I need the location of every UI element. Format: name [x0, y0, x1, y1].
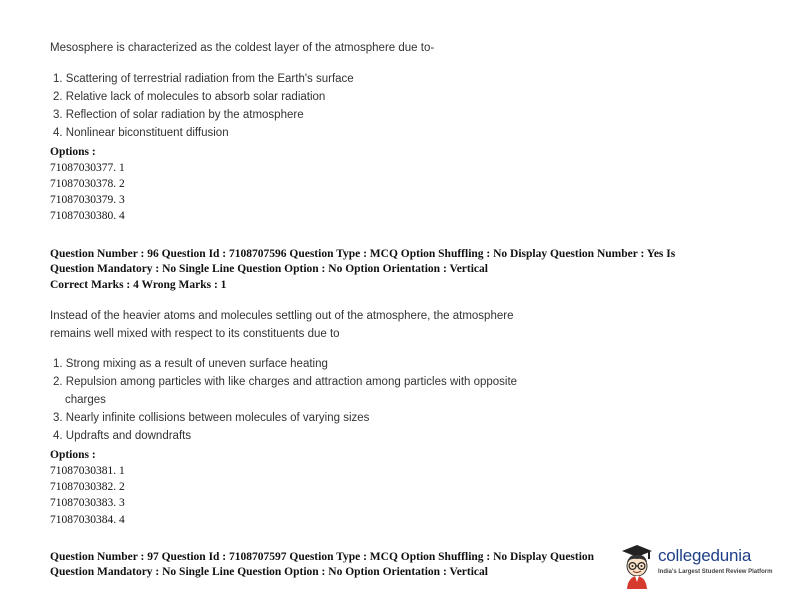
q96-option-4: 71087030384. 4	[50, 514, 125, 526]
q96-choice-4: 4. Updrafts and downdrafts	[53, 430, 192, 442]
q95-choice-3: 3. Reflection of solar radiation by the atmosphere	[53, 109, 304, 121]
q96-meta-line-1: Question Number : 96 Question Id : 7108707596 Question Type : MCQ Option Shuffling : No Display Question Number : Yes Is	[50, 248, 676, 260]
q97-meta-line-2: Question Mandatory : No Single Line Question Option : No Option Orientation : Vertical	[50, 566, 488, 578]
collegedunia-brand-name: collegedunia	[658, 546, 752, 565]
q96-stem-line-2: remains well mixed with respect to its constituents due to	[50, 328, 340, 340]
q96-option-2: 71087030382. 2	[50, 481, 125, 493]
q95-choice-4: 4. Nonlinear biconstituent diffusion	[53, 127, 229, 139]
q96-option-3: 71087030383. 3	[50, 497, 125, 509]
q95-option-1: 71087030377. 1	[50, 162, 125, 174]
collegedunia-tagline: India's Largest Student Review Platform	[658, 569, 773, 575]
q96-choice-3: 3. Nearly infinite collisions between molecules of varying sizes	[53, 412, 370, 424]
q95-options-label: Options :	[50, 146, 96, 158]
q95-option-4: 71087030380. 4	[50, 210, 125, 222]
q96-stem-line-1: Instead of the heavier atoms and molecules settling out of the atmosphere, the atmosphere	[50, 310, 514, 322]
q95-option-3: 71087030379. 3	[50, 194, 125, 206]
q96-choice-2: 2. Repulsion among particles with like charges and attraction among particles with opposite	[53, 376, 518, 388]
q96-marks: Correct Marks : 4 Wrong Marks : 1	[50, 279, 227, 291]
q96-meta-line-2: Question Mandatory : No Single Line Question Option : No Option Orientation : Vertical	[50, 263, 488, 275]
q95-choice-2: 2. Relative lack of molecules to absorb solar radiation	[53, 91, 326, 103]
mascot-logo-icon	[618, 542, 656, 590]
q96-option-1: 71087030381. 1	[50, 465, 125, 477]
collegedunia-watermark	[618, 542, 778, 592]
q96-choice-1: 1. Strong mixing as a result of uneven surface heating	[53, 358, 328, 370]
q96-options-label: Options :	[50, 449, 96, 461]
q96-choice-2-continued: charges	[65, 394, 106, 406]
q95-choice-1: 1. Scattering of terrestrial radiation from the Earth's surface	[53, 73, 354, 85]
q95-option-2: 71087030378. 2	[50, 178, 125, 190]
question-95-stem: Mesosphere is characterized as the coldest layer of the atmosphere due to-	[50, 42, 435, 54]
q97-meta-line-1: Question Number : 97 Question Id : 7108707597 Question Type : MCQ Option Shuffling : No Display Question	[50, 551, 595, 563]
